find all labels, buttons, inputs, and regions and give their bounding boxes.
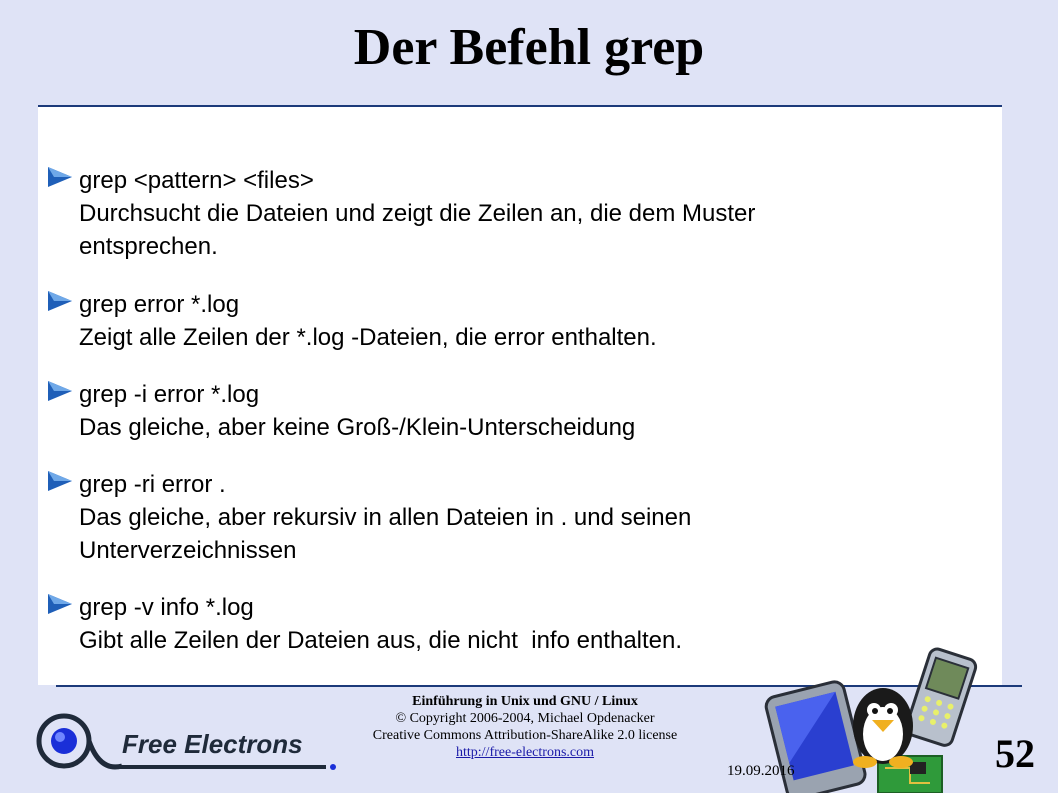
bullet-line: Durchsucht die Dateien und zeigt die Zeilen an, die dem Muster	[79, 200, 756, 227]
bullet-line: Unterverzeichnissen	[79, 537, 297, 564]
bullet-line: grep <pattern> <files>	[79, 167, 314, 194]
page-number: 52	[995, 731, 1035, 776]
bullet-line: grep -v info *.log	[79, 594, 254, 621]
bullet-arrow-icon	[46, 470, 74, 492]
footer-url-link[interactable]: http://free-electrons.com	[456, 745, 594, 760]
footer-course: Einführung in Unix und GNU / Linux	[412, 694, 638, 709]
bullet-arrow-icon	[46, 593, 74, 615]
footer-info	[330, 693, 720, 761]
logo-wordmark: Free Electrons	[122, 729, 303, 759]
footer-license: Creative Commons Attribution-ShareAlike 2.0 license	[372, 728, 678, 743]
footer-copyright: © Copyright 2006-2004, Michael Opdenacker	[395, 711, 655, 726]
slide-header	[0, 0, 1058, 106]
slide-date: 19.09.2016	[727, 763, 795, 779]
left-margin-band	[0, 0, 38, 793]
slide-title: Der Befehl grep	[353, 19, 705, 76]
bullet-line: Das gleiche, aber keine Groß-/Klein-Unterscheidung	[79, 414, 636, 441]
bullet-line: grep -ri error .	[79, 471, 226, 498]
bullet-arrow-icon	[46, 290, 74, 312]
bullet-arrow-icon	[46, 380, 74, 402]
bullet-line: grep -i error *.log	[79, 381, 260, 408]
bullet-arrow-icon	[46, 166, 74, 188]
bullet-line: Gibt alle Zeilen der Dateien aus, die nicht info enthalten.	[79, 627, 683, 654]
bullet-line: Zeigt alle Zeilen der *.log -Dateien, die error enthalten.	[79, 324, 657, 351]
bullet-line: Das gleiche, aber rekursiv in allen Dateien in . und seinen	[79, 504, 692, 531]
bullet-line: entsprechen.	[79, 233, 218, 260]
right-margin-band	[1002, 0, 1058, 793]
bullet-line: grep error *.log	[79, 291, 240, 318]
